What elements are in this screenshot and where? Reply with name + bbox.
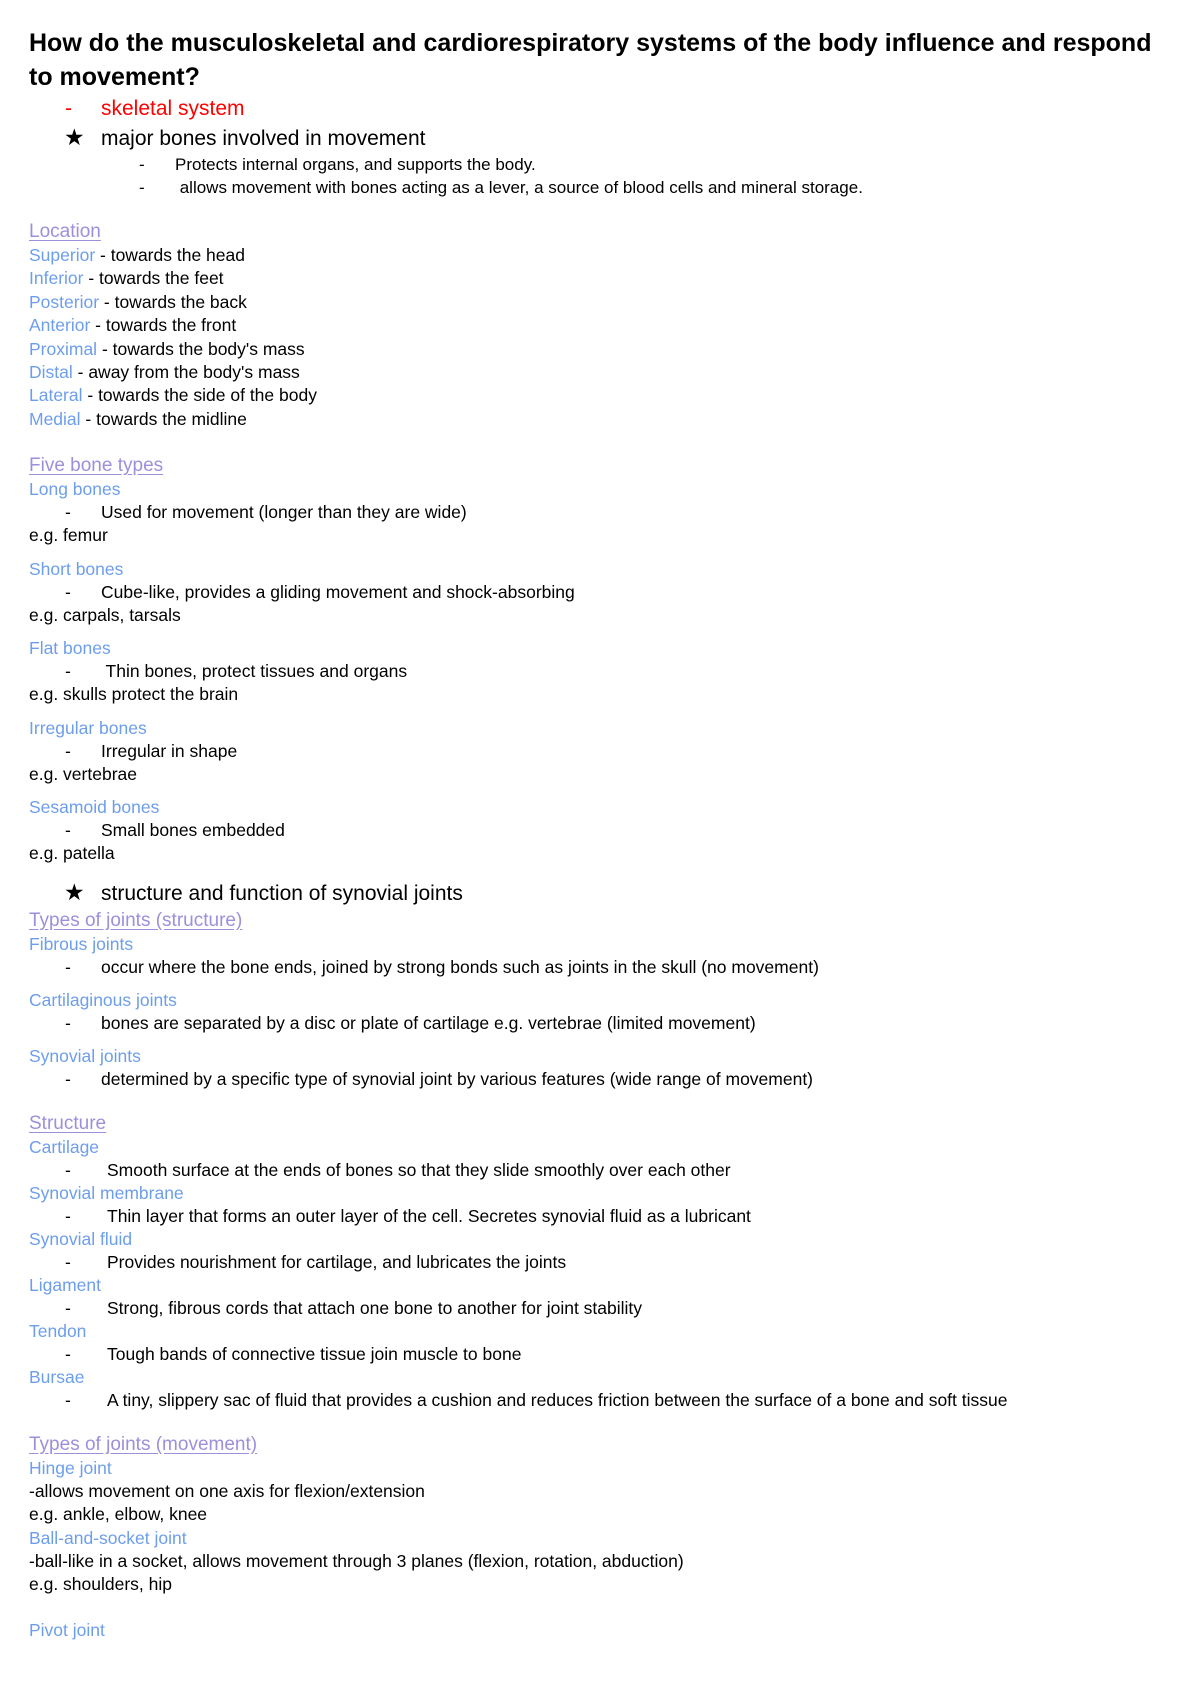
structure-part-name: Cartilage — [29, 1136, 100, 1157]
location-term: Superior — [29, 245, 96, 265]
joint-type-desc — [29, 1012, 1172, 1035]
location-term: Posterior — [29, 291, 100, 312]
spacer — [29, 979, 1172, 989]
location-heading: Location — [29, 221, 101, 242]
skeletal-point — [29, 153, 1172, 176]
skeletal-point-text: Protects internal organs, and supports the body. — [175, 155, 536, 174]
star-icon: ★ — [64, 878, 85, 905]
structure-part-desc — [29, 1389, 1172, 1412]
structure-part-desc — [29, 1159, 1172, 1182]
structure-part-desc-text: Smooth surface at the ends of bones so that they slide smoothly over each other — [107, 1159, 731, 1180]
bone-type-desc — [29, 581, 1172, 604]
structure-part-name: Bursae — [29, 1366, 85, 1387]
joint-structure-types-list — [29, 933, 1172, 1091]
dash-bullet: - — [65, 1251, 71, 1272]
structure-list — [29, 1136, 1172, 1412]
dash-bullet: - — [65, 502, 71, 523]
structure-part-desc — [29, 1251, 1172, 1274]
bone-type-example: e.g. carpals, tarsals — [29, 604, 181, 625]
movement-joint-name: Hinge joint — [29, 1457, 112, 1478]
bone-type-example: e.g. patella — [29, 843, 115, 864]
structure-part-name: Tendon — [29, 1320, 87, 1341]
location-term-desc: - towards the front — [90, 315, 237, 336]
pivot-joint-label: Pivot joint — [29, 1619, 105, 1640]
location-term-row — [29, 361, 1172, 384]
bone-types-list — [29, 478, 1172, 866]
joint-type-desc-text: determined by a specific type of synovial joint by various features (wide range of movement) — [101, 1068, 814, 1089]
dash-bullet: - — [65, 820, 71, 841]
star-icon: ★ — [64, 124, 85, 150]
location-term-desc: - towards the side of the body — [82, 385, 317, 406]
joint-type-desc — [29, 956, 1172, 979]
structure-part-desc — [29, 1343, 1172, 1366]
location-term: Distal — [29, 362, 73, 383]
location-term-desc: - towards the midline — [80, 408, 247, 429]
major-bones-item — [29, 123, 1172, 153]
spacer — [29, 548, 1172, 558]
joint-type-name: Cartilaginous joints — [29, 989, 177, 1010]
spacer — [29, 1035, 1172, 1045]
skeletal-system-label: skeletal system — [101, 97, 245, 120]
joint-type-name: Synovial joints — [29, 1045, 141, 1066]
bone-type-name: Short bones — [29, 558, 124, 579]
location-term-row — [29, 314, 1172, 337]
bone-type-desc-text: Irregular in shape — [101, 740, 238, 761]
dash-bullet: - — [65, 97, 72, 120]
location-term-row — [29, 384, 1172, 407]
skeletal-system-item — [29, 94, 1172, 123]
dash-bullet: - — [65, 1159, 71, 1180]
location-term-row — [29, 408, 1172, 431]
movement-joint-example: e.g. ankle, elbow, knee — [29, 1504, 208, 1525]
joint-type-desc-text: occur where the bone ends, joined by strong bonds such as joints in the skull (no movement) — [101, 956, 819, 977]
movement-joint-desc: -ball-like in a socket, allows movement through 3 planes (flexion, rotation, abduction) — [29, 1550, 684, 1571]
location-term-row — [29, 244, 1172, 267]
spacer — [29, 707, 1172, 717]
location-term-desc: - away from the body's mass — [72, 362, 300, 383]
location-term: Anterior — [29, 315, 91, 336]
synovial-joints-item — [29, 878, 1172, 908]
bone-types-heading: Five bone types — [29, 455, 164, 477]
joint-type-desc-text: bones are separated by a disc or plate of cartilage e.g. vertebrae (limited movement) — [101, 1012, 756, 1033]
joint-type-desc — [29, 1068, 1172, 1091]
bone-type-example: e.g. femur — [29, 525, 108, 546]
location-term-row — [29, 267, 1172, 290]
dash-bullet: - — [65, 956, 71, 977]
structure-part-name: Ligament — [29, 1274, 101, 1295]
spacer — [29, 786, 1172, 796]
dash-bullet: - — [65, 1297, 71, 1318]
bone-type-example: e.g. skulls protect the brain — [29, 684, 239, 705]
structure-part-desc-text: Tough bands of connective tissue join muscle to bone — [107, 1343, 522, 1364]
structure-part-desc — [29, 1297, 1172, 1320]
bone-type-name: Long bones — [29, 479, 121, 500]
structure-part-desc-text: Provides nourishment for cartilage, and lubricates the joints — [107, 1251, 567, 1272]
structure-part-desc — [29, 1205, 1172, 1228]
location-term: Proximal — [29, 338, 98, 359]
structure-part-name: Synovial membrane — [29, 1182, 184, 1203]
bone-type-desc-text: Thin bones, protect tissues and organs — [101, 661, 408, 682]
bone-type-desc — [29, 660, 1172, 683]
location-term: Lateral — [29, 385, 83, 406]
synovial-joints-label: structure and function of synovial joints — [101, 881, 463, 905]
dash-bullet: - — [65, 581, 71, 602]
page-title: How do the musculoskeletal and cardiorespiratory systems of the body influence and respond to movement? — [29, 29, 1152, 91]
structure-heading: Structure — [29, 1112, 107, 1134]
location-term-desc: - towards the head — [95, 245, 245, 265]
bone-type-desc — [29, 501, 1172, 524]
bone-type-name: Irregular bones — [29, 717, 147, 738]
location-term-desc: - towards the body's mass — [97, 338, 305, 359]
dash-bullet: - — [65, 1343, 71, 1364]
location-term-desc: - towards the back — [99, 291, 247, 312]
movement-joint-example: e.g. shoulders, hip — [29, 1574, 173, 1595]
skeletal-point-text: allows movement with bones acting as a lever, a source of blood cells and mineral storage. — [175, 178, 863, 197]
bone-type-desc — [29, 740, 1172, 763]
bone-type-name: Sesamoid bones — [29, 797, 160, 818]
structure-part-desc-text: Thin layer that forms an outer layer of the cell. Secretes synovial fluid as a lubricant — [107, 1205, 751, 1226]
structure-part-desc-text: Strong, fibrous cords that attach one bone to another for joint stability — [107, 1297, 643, 1318]
movement-joint-name: Ball-and-socket joint — [29, 1527, 187, 1548]
dash-bullet: - — [65, 1205, 71, 1226]
joint-type-name: Fibrous joints — [29, 933, 134, 954]
structure-part-name: Synovial fluid — [29, 1228, 133, 1249]
joint-movement-types-list — [29, 1457, 1172, 1597]
dash-bullet: - — [139, 155, 145, 174]
structure-part-desc-text: A tiny, slippery sac of fluid that provides a cushion and reduces friction between the surface of a bone and soft tissue — [107, 1389, 1008, 1410]
dash-bullet: - — [65, 661, 71, 682]
dash-bullet: - — [65, 1389, 71, 1410]
major-bones-label: major bones involved in movement — [101, 127, 426, 150]
spacer — [29, 627, 1172, 637]
bone-type-example: e.g. vertebrae — [29, 763, 137, 784]
location-list — [29, 244, 1172, 431]
skeletal-point — [29, 176, 1172, 199]
bone-type-desc-text: Small bones embedded — [101, 820, 285, 841]
bone-type-name: Flat bones — [29, 638, 111, 659]
bone-type-desc-text: Cube-like, provides a gliding movement and shock-absorbing — [101, 581, 575, 602]
movement-joint-desc: -allows movement on one axis for flexion/extension — [29, 1480, 425, 1501]
location-term-desc: - towards the feet — [83, 268, 224, 289]
bone-type-desc-text: Used for movement (longer than they are wide) — [101, 502, 467, 523]
dash-bullet: - — [65, 740, 71, 761]
dash-bullet: - — [65, 1012, 71, 1033]
location-term: Medial — [29, 408, 81, 429]
location-term-row — [29, 338, 1172, 361]
dash-bullet: - — [65, 1068, 71, 1089]
location-term: Inferior — [29, 268, 84, 289]
dash-bullet: - — [139, 178, 145, 197]
bone-type-desc — [29, 819, 1172, 842]
location-term-row — [29, 291, 1172, 314]
joint-structure-types-heading: Types of joints (structure) — [29, 909, 243, 931]
joint-movement-types-heading: Types of joints (movement) — [29, 1433, 258, 1455]
